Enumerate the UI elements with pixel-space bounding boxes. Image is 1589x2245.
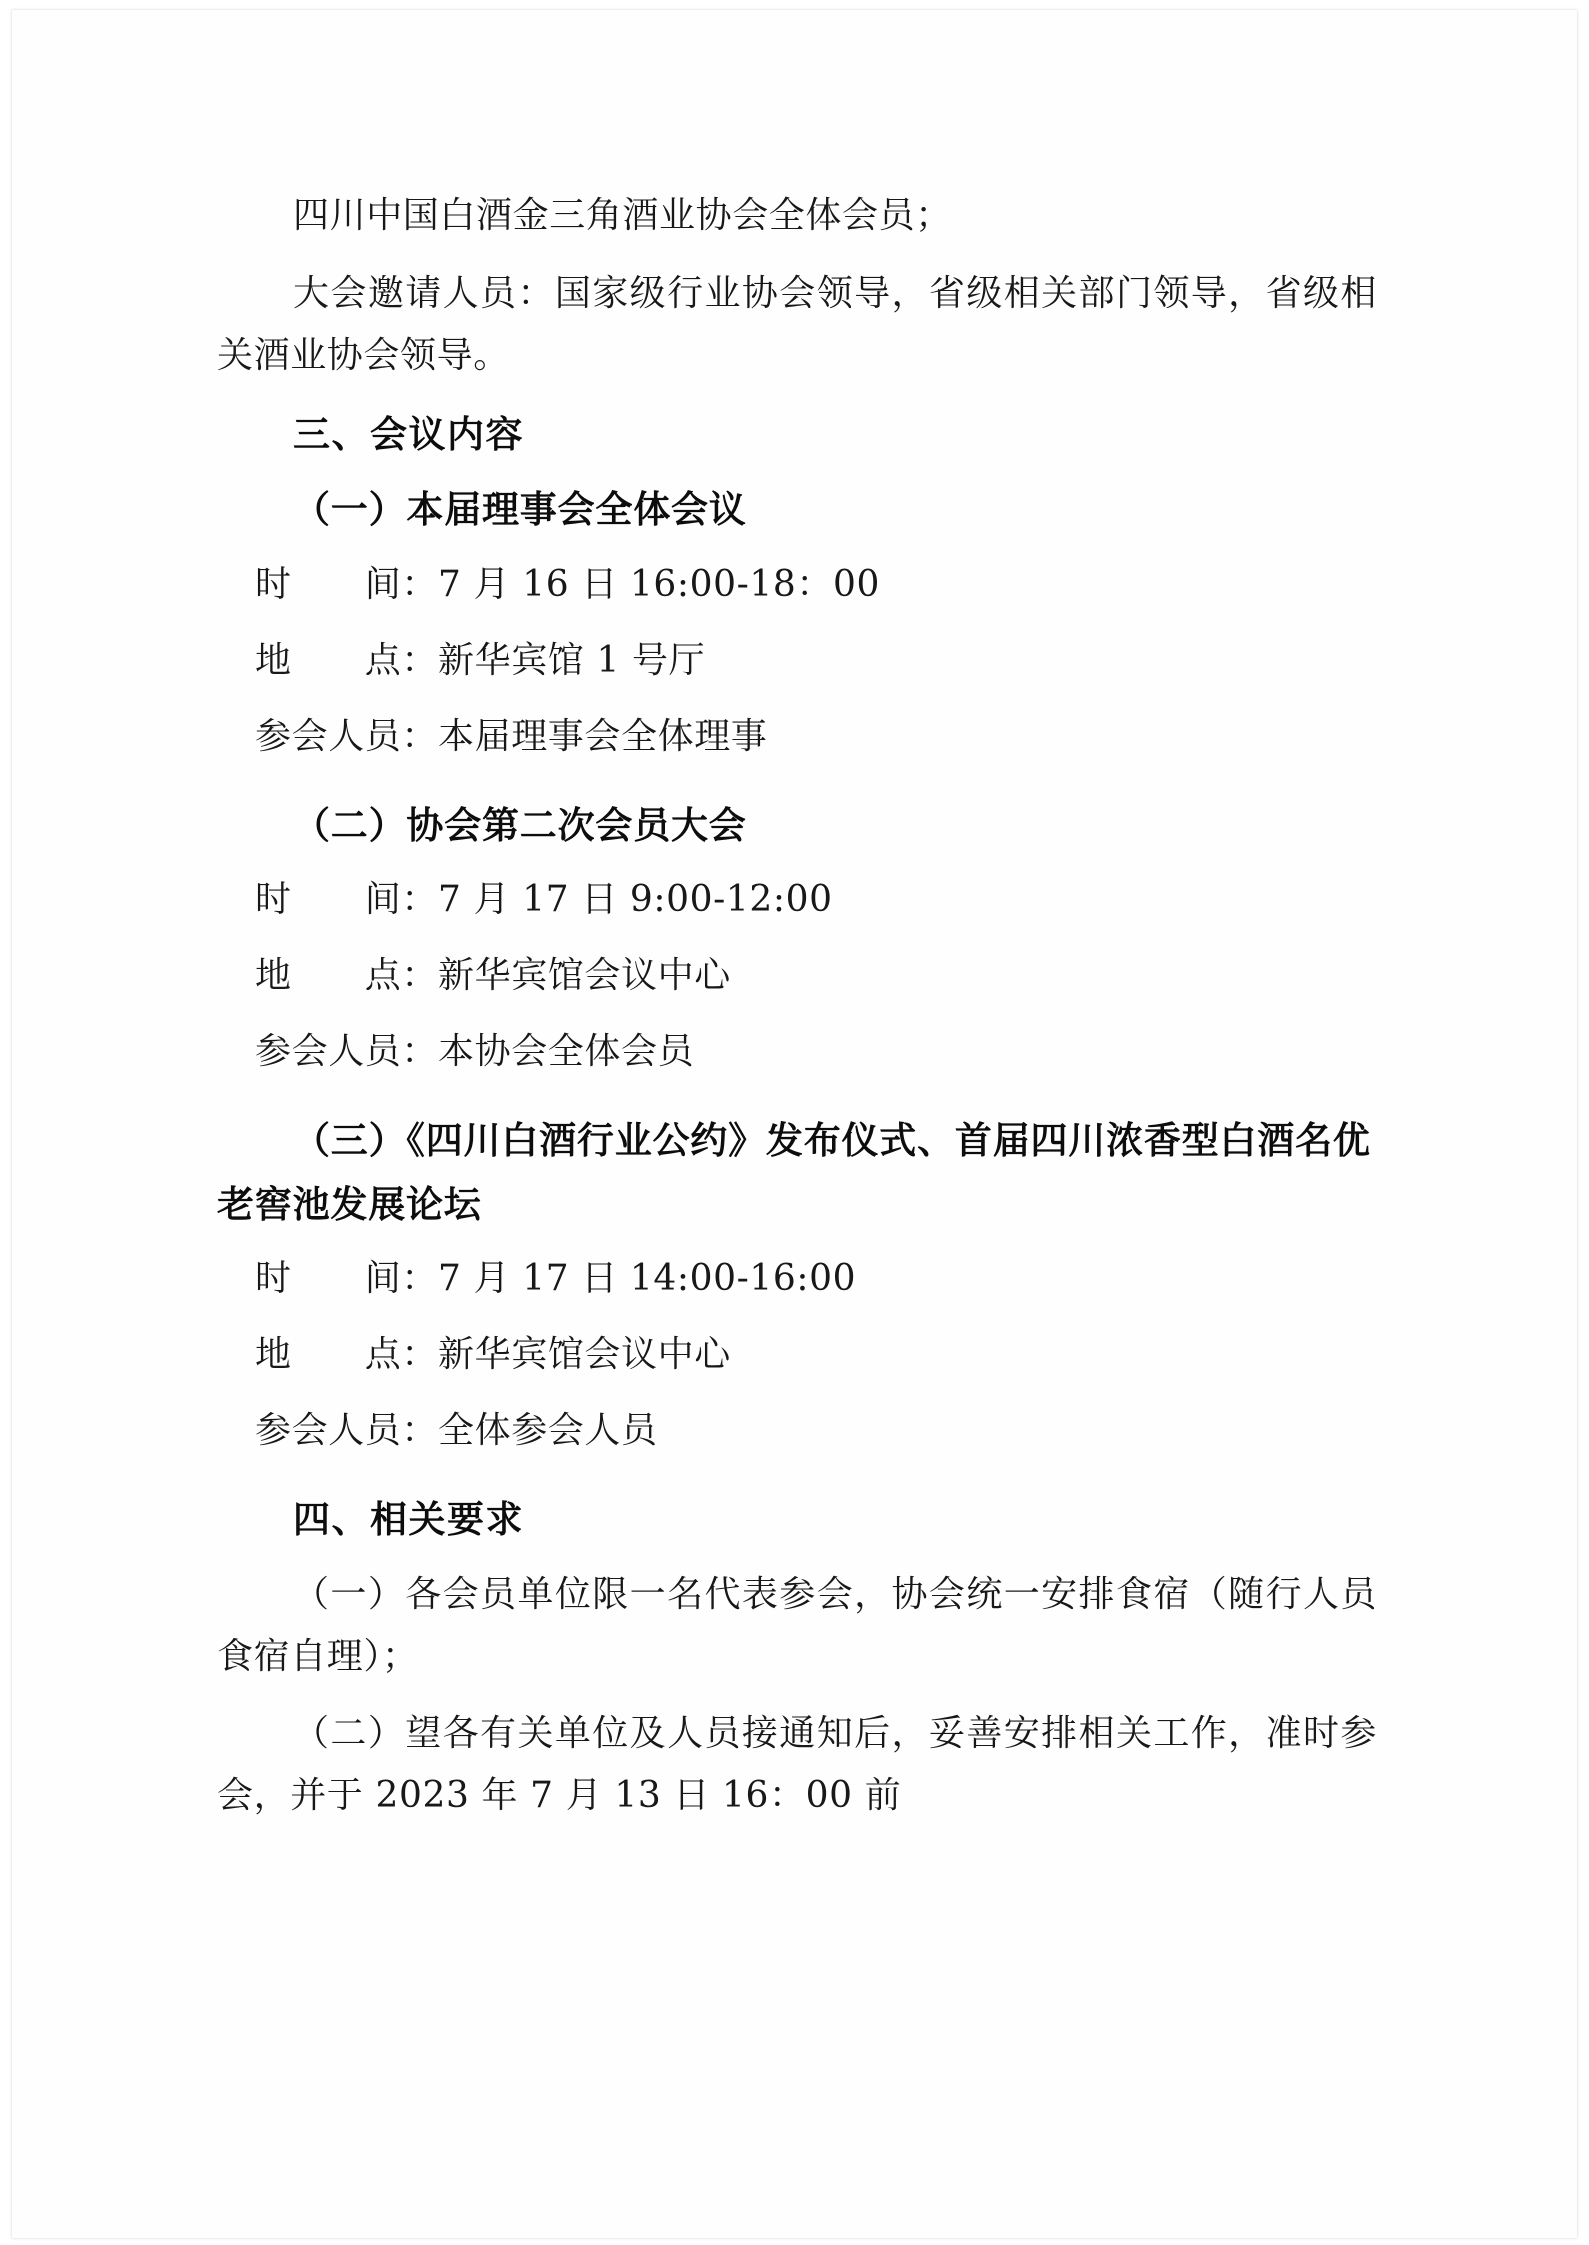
item-two-place: 地 点：新华宾馆会议中心 [255, 955, 731, 997]
item-two-time: 时 间：7 月 17 日 9:00-12:00 [255, 879, 833, 921]
paragraph-members: 四川中国白酒金三角酒业协会全体会员； [293, 195, 952, 236]
document-body [217, 185, 1377, 1843]
heading-section-three: 三、会议内容 [293, 411, 524, 456]
paragraph-invited-personnel: 大会邀请人员：国家级行业协会领导，省级相关部门领导，省级相关酒业协会领导。 [217, 272, 1377, 376]
heading-item-three: （三）《四川白酒行业公约》发布仪式、首届四川浓香型白酒名优老窖池发展论坛 [217, 1118, 1371, 1226]
item-one-place: 地 点：新华宾馆 1 号厅 [255, 639, 706, 681]
paper-sheet [12, 10, 1577, 2238]
requirement-one: （一）各会员单位限一名代表参会，协会统一安排食宿（随行人员食宿自理）； [217, 1573, 1377, 1677]
heading-item-two: （二）协会第二次会员大会 [293, 802, 747, 847]
item-one-attendees: 参会人员：本届理事会全体理事 [255, 715, 768, 757]
item-three-place: 地 点：新华宾馆会议中心 [255, 1334, 731, 1376]
item-one-time: 时 间：7 月 16 日 16:00-18：00 [255, 563, 881, 605]
item-three-attendees: 参会人员：全体参会人员 [255, 1410, 658, 1452]
item-two-attendees: 参会人员：本协会全体会员 [255, 1031, 695, 1073]
item-three-time: 时 间：7 月 17 日 14:00-16:00 [255, 1258, 857, 1300]
heading-item-one: （一）本届理事会全体会议 [293, 487, 747, 532]
heading-section-four: 四、相关要求 [293, 1497, 524, 1541]
requirement-two: （二）望各有关单位及人员接通知后，妥善安排相关工作，准时参会，并于 2023 年 7 月 13 日 16：00 前 [217, 1713, 1377, 1817]
